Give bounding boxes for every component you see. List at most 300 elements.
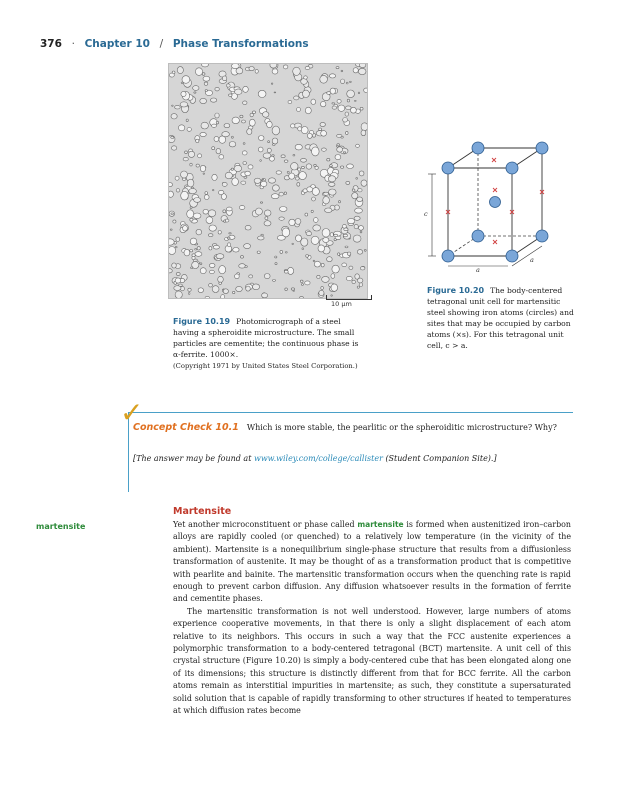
cementite-particle xyxy=(176,273,180,276)
cementite-particle xyxy=(249,67,254,71)
cementite-particle xyxy=(360,267,365,270)
cementite-particle xyxy=(342,263,347,267)
cementite-particle xyxy=(364,88,367,92)
cementite-particle xyxy=(328,182,335,186)
cementite-particle xyxy=(348,218,355,223)
cementite-particle xyxy=(222,182,227,186)
cementite-particle xyxy=(196,229,202,235)
cementite-particle xyxy=(347,252,350,255)
cementite-particle xyxy=(188,151,194,157)
cementite-particle xyxy=(187,210,194,218)
cementite-particle xyxy=(180,102,188,107)
cementite-particle xyxy=(324,192,329,195)
cementite-particle xyxy=(222,132,230,137)
cementite-particle xyxy=(235,274,240,279)
cementite-particle xyxy=(300,158,306,162)
cementite-particle xyxy=(232,117,239,124)
cementite-particle xyxy=(306,255,309,258)
cementite-particle xyxy=(240,115,243,118)
cementite-particle xyxy=(181,171,188,178)
cementite-particle xyxy=(218,231,221,235)
cementite-particle xyxy=(337,147,343,152)
cementite-particle xyxy=(280,250,283,253)
cementite-particle xyxy=(203,173,205,174)
cementite-particle xyxy=(190,218,193,221)
cementite-particle xyxy=(171,136,174,138)
cementite-particle xyxy=(347,99,349,102)
cementite-particle xyxy=(356,144,360,147)
cementite-particle xyxy=(354,100,356,101)
cementite-particle xyxy=(353,235,361,242)
cementite-particle xyxy=(275,263,277,265)
cementite-particle xyxy=(187,179,194,187)
cementite-particle xyxy=(297,108,301,112)
answer-suffix: (Student Companion Site).] xyxy=(385,454,497,463)
cementite-particle xyxy=(219,155,224,159)
cementite-particle xyxy=(350,81,352,82)
cementite-particle xyxy=(287,171,289,173)
cementite-particle xyxy=(279,207,287,212)
cementite-particle xyxy=(331,274,335,279)
cementite-particle xyxy=(198,154,202,158)
cementite-particle xyxy=(226,84,230,87)
cementite-particle xyxy=(184,249,190,256)
cementite-particle xyxy=(169,73,174,77)
cementite-particle xyxy=(241,256,244,259)
cementite-particle xyxy=(231,64,239,69)
cementite-particle xyxy=(254,178,261,183)
figure-10-19-text: Photomicrograph of a steel having a spheroidite microstructure. The small particles are cementite; the continuous phase is α-ferrite. 1000×. xyxy=(173,317,359,359)
cementite-particle xyxy=(300,280,303,282)
cementite-particle xyxy=(248,165,253,169)
cementite-particle xyxy=(192,254,195,257)
cementite-particle xyxy=(194,92,196,93)
cementite-particle xyxy=(303,189,307,193)
cementite-particle xyxy=(214,136,219,141)
cementite-particle xyxy=(270,64,277,68)
concept-check-title: Concept Check 10.1 xyxy=(133,422,239,433)
cementite-particle xyxy=(345,246,348,248)
paragraph-1: Yet another microconstituent or phase called martensite is formed when austenitized iron–carbon alloys are rapidly cooled (or quenched) to a relatively low temperature (in the vicinity of the ambient). Martensite is a nonequilibrium single-phase structure that results from a diffusionless transformation of austenite. It may be thought of as a transformation product that is competitive with pearlite and bainite. The martensitic transformation occurs when the quenching rate is rapid enough to prevent carbon diffusion. Any diffusion whatsoever results in the formation of ferrite and cementite phases. xyxy=(173,520,572,604)
figure-10-19-label: Figure 10.19 xyxy=(173,317,231,326)
cementite-particle xyxy=(172,263,177,268)
cementite-particle xyxy=(183,225,188,231)
cementite-particle xyxy=(305,281,310,285)
cementite-particle xyxy=(334,239,336,241)
cementite-particle xyxy=(289,173,295,179)
cementite-particle xyxy=(203,76,210,81)
cementite-particle xyxy=(243,143,245,145)
cementite-particle xyxy=(349,266,353,269)
cementite-particle xyxy=(175,176,179,180)
page-number: 376 xyxy=(40,38,62,50)
cementite-particle xyxy=(347,164,354,169)
cementite-particle xyxy=(327,257,333,262)
cementite-particle xyxy=(255,208,262,215)
cementite-particle xyxy=(314,164,317,166)
cementite-particle xyxy=(351,107,357,113)
cementite-particle xyxy=(298,168,301,171)
cementite-particle xyxy=(169,269,172,273)
axis-a2-label: a xyxy=(530,256,534,264)
cementite-particle xyxy=(353,68,358,73)
cementite-particle xyxy=(195,248,197,250)
cementite-particle xyxy=(193,213,201,219)
cementite-particle xyxy=(175,105,181,109)
chapter-label: Chapter 10 xyxy=(84,38,150,50)
cementite-particle xyxy=(190,238,197,245)
concept-check-answer xyxy=(133,454,571,463)
cementite-particle xyxy=(195,68,202,76)
cementite-particle xyxy=(223,289,228,294)
cementite-particle xyxy=(295,177,299,180)
cementite-particle xyxy=(314,218,319,223)
cementite-particle xyxy=(301,238,308,246)
cementite-particle xyxy=(171,213,174,215)
cementite-particle xyxy=(190,163,192,166)
cementite-particle xyxy=(176,237,180,241)
cementite-particle xyxy=(322,276,330,282)
cementite-particle xyxy=(265,217,268,220)
key-term-martensite: martensite xyxy=(357,520,404,529)
iron-atoms xyxy=(442,142,548,262)
cementite-particle xyxy=(268,178,275,183)
cementite-particle xyxy=(194,198,201,203)
cementite-particle xyxy=(347,90,355,98)
cementite-particle xyxy=(332,265,339,273)
cementite-particle xyxy=(337,144,340,146)
cementite-particle xyxy=(219,282,222,284)
cementite-particle xyxy=(329,189,337,195)
cementite-particle xyxy=(346,276,352,280)
cementite-particle xyxy=(284,270,288,273)
cementite-particle xyxy=(216,254,224,259)
cementite-particle xyxy=(267,148,271,152)
cementite-particle xyxy=(321,287,324,290)
cementite-particle xyxy=(328,176,335,182)
cementite-particle xyxy=(359,171,364,176)
cementite-particle xyxy=(209,263,215,267)
cementite-particle xyxy=(200,165,205,171)
cementite-particle xyxy=(196,164,199,167)
cementite-particle xyxy=(293,154,295,156)
cementite-particle xyxy=(340,166,343,168)
micrograph-particles xyxy=(169,64,367,298)
cementite-particle xyxy=(196,139,199,142)
cementite-particle xyxy=(172,105,174,106)
cementite-particle xyxy=(174,286,181,291)
cementite-particle xyxy=(204,195,209,200)
cementite-particle xyxy=(189,188,197,193)
cementite-particle xyxy=(246,286,251,291)
cementite-particle xyxy=(243,86,249,92)
cementite-particle xyxy=(305,66,310,69)
cementite-particle xyxy=(210,98,216,102)
cementite-particle xyxy=(204,82,208,85)
cementite-particle xyxy=(295,219,301,225)
cementite-particle xyxy=(346,131,349,134)
figure-10-19-caption xyxy=(173,316,365,372)
cementite-particle xyxy=(173,220,176,223)
cementite-particle xyxy=(263,153,271,158)
cementite-particle xyxy=(190,250,193,252)
cementite-particle xyxy=(285,288,288,291)
cementite-particle xyxy=(289,219,295,225)
cementite-particle xyxy=(170,229,172,230)
cementite-particle xyxy=(273,144,276,146)
cementite-particle xyxy=(341,136,343,138)
cementite-particle xyxy=(302,248,304,250)
cementite-particle xyxy=(319,290,324,295)
cementite-particle xyxy=(322,229,330,238)
cementite-particle xyxy=(272,69,278,74)
cementite-particle xyxy=(212,124,217,127)
cementite-particle xyxy=(358,68,366,74)
cementite-particle xyxy=(361,180,367,186)
cementite-particle xyxy=(258,136,264,141)
cementite-particle xyxy=(190,207,192,209)
cementite-particle xyxy=(320,75,328,83)
cementite-particle xyxy=(346,181,350,184)
cementite-particle xyxy=(205,296,209,298)
cementite-particle xyxy=(205,90,207,92)
cementite-particle xyxy=(314,261,320,267)
cementite-particle xyxy=(227,237,230,239)
cementite-particle xyxy=(301,166,304,168)
cementite-particle xyxy=(229,233,231,234)
cementite-particle xyxy=(288,267,294,274)
cementite-particle xyxy=(245,171,251,176)
cementite-particle xyxy=(358,92,360,94)
cementite-particle xyxy=(263,112,269,118)
cementite-particle xyxy=(181,91,186,96)
cementite-particle xyxy=(304,76,308,79)
paragraph-2: The martensitic transformation is not well understood. However, large numbers of atoms experience cooperative movements, in that there is only a slight displacement of each atom relative to its neighbors. This occurs in such a way that the FCC austenite experiences a polymorphic transformation to a body-centered tetragonal (BCT) martensite. A unit cell of this crystal structure (Figure 10.20) is simply a body-centered cube that has been elongated along one of its dimensions; this structure is distinctly different from that for BCC ferrite. All the carbon atoms remain as interstitial impurities in martensite; as such, they constitute a supersaturated solid solution that is capable of rapidly transforming to other structures if heated to temperatures at which diffusion rates become xyxy=(173,606,571,716)
cementite-particle xyxy=(335,155,341,160)
answer-link[interactable]: www.wiley.com/college/callister xyxy=(253,454,383,463)
cementite-particle xyxy=(247,129,252,135)
cementite-particle xyxy=(311,99,316,104)
cementite-particle xyxy=(291,124,295,128)
cementite-particle xyxy=(283,65,288,69)
cementite-particle xyxy=(191,267,193,269)
cementite-particle xyxy=(331,284,338,291)
cementite-particle xyxy=(272,138,278,144)
cementite-particle xyxy=(360,107,363,110)
cementite-particle xyxy=(306,164,312,169)
cementite-particle xyxy=(274,92,276,93)
cementite-particle xyxy=(212,286,219,293)
cementite-particle xyxy=(177,67,183,74)
cementite-particle xyxy=(359,283,362,287)
cementite-particle xyxy=(242,151,247,155)
cementite-particle xyxy=(169,239,174,245)
cementite-particle xyxy=(260,160,262,162)
cementite-particle xyxy=(183,157,188,161)
axis-a1-label: a xyxy=(476,266,480,274)
checkmark-icon: ✓ xyxy=(120,396,144,429)
spheroidite-micrograph xyxy=(168,63,368,299)
cementite-particle xyxy=(203,209,208,214)
cementite-particle xyxy=(268,141,270,143)
cementite-particle xyxy=(235,89,242,95)
cementite-particle xyxy=(345,112,349,116)
cementite-particle xyxy=(307,133,312,138)
cementite-particle xyxy=(337,99,341,103)
cementite-particle xyxy=(301,127,308,134)
cementite-particle xyxy=(209,270,214,273)
cementite-particle xyxy=(245,225,251,230)
cementite-particle xyxy=(327,92,331,95)
cementite-particle xyxy=(255,69,258,73)
cementite-particle xyxy=(257,251,260,253)
cementite-particle xyxy=(282,228,290,237)
cementite-particle xyxy=(318,245,325,252)
cementite-particle xyxy=(212,147,215,150)
cementite-particle xyxy=(197,247,200,250)
cementite-particle xyxy=(273,280,276,282)
cementite-particle xyxy=(291,288,294,290)
cementite-particle xyxy=(200,98,207,103)
cementite-particle xyxy=(232,136,234,138)
cementite-particle xyxy=(305,213,308,216)
cementite-particle xyxy=(355,274,360,279)
cementite-particle xyxy=(325,208,332,213)
cementite-particle xyxy=(284,192,286,195)
cementite-particle xyxy=(169,247,176,255)
cementite-particle xyxy=(279,192,283,196)
cementite-particle xyxy=(297,183,300,187)
cementite-particle xyxy=(233,291,235,293)
cementite-particle xyxy=(359,64,366,68)
cementite-particle xyxy=(321,101,326,106)
margin-glossary-term: martensite xyxy=(36,522,86,531)
cementite-particle xyxy=(322,148,327,151)
cementite-particle xyxy=(321,131,327,137)
cementite-particle xyxy=(300,297,304,298)
cementite-particle xyxy=(354,216,360,220)
cementite-particle xyxy=(336,67,339,69)
cementite-particle xyxy=(329,165,332,167)
cementite-particle xyxy=(227,207,233,211)
cementite-particle xyxy=(279,217,284,220)
cementite-particle xyxy=(224,220,226,222)
cementite-particle xyxy=(245,266,247,268)
cementite-particle xyxy=(272,126,280,135)
cementite-particle xyxy=(187,128,191,132)
cementite-particle xyxy=(327,158,330,161)
cementite-particle xyxy=(249,119,255,126)
header-slash: / xyxy=(159,38,164,50)
cementite-particle xyxy=(242,120,246,123)
cementite-particle xyxy=(332,106,337,109)
cementite-particle xyxy=(293,67,301,75)
concept-check-rule-top xyxy=(128,412,573,413)
cementite-particle xyxy=(298,127,302,131)
cementite-particle xyxy=(186,119,188,122)
cementite-particle xyxy=(208,234,213,237)
cementite-particle xyxy=(253,111,256,114)
cementite-particle xyxy=(215,87,219,91)
figure-10-20-caption xyxy=(427,285,577,351)
cementite-particle xyxy=(206,217,213,224)
cementite-particle xyxy=(319,128,322,131)
cementite-particle xyxy=(288,100,292,103)
cementite-particle xyxy=(175,278,181,283)
cementite-particle xyxy=(292,243,294,244)
cementite-particle xyxy=(178,125,184,131)
cementite-particle xyxy=(229,94,233,96)
cementite-particle xyxy=(241,181,246,184)
cementite-particle xyxy=(188,288,191,291)
cementite-particle xyxy=(200,263,202,265)
cementite-particle xyxy=(312,188,319,196)
figure-10-20-text: The body-centered tetragonal unit cell for martensitic steel showing iron atoms (circles) and sites that may be occupied by carbon atoms (×s). For this tetragonal unit cell, c > a. xyxy=(427,286,574,350)
cementite-particle xyxy=(341,70,343,72)
cementite-particle xyxy=(343,234,347,237)
cementite-particle xyxy=(250,113,253,117)
cementite-particle xyxy=(291,163,298,170)
figure-10-19-copyright: (Copyright 1971 by United States Steel Corporation.) xyxy=(173,362,358,370)
cementite-particle xyxy=(264,221,271,226)
cementite-particle xyxy=(231,168,233,170)
cementite-particle xyxy=(271,83,273,84)
cementite-particle xyxy=(215,113,219,118)
cementite-particle xyxy=(338,105,345,111)
cementite-particle xyxy=(262,179,264,180)
body-text xyxy=(173,519,571,718)
cementite-particle xyxy=(209,247,212,250)
cementite-particle xyxy=(229,142,236,147)
cementite-particle xyxy=(209,225,216,231)
cementite-particle xyxy=(329,74,335,78)
cementite-particle xyxy=(296,235,302,242)
cementite-particle xyxy=(343,224,347,228)
cementite-particle xyxy=(223,210,226,213)
cementite-particle xyxy=(339,201,341,203)
axis-c-label: c xyxy=(424,210,428,218)
cementite-particle xyxy=(302,90,309,97)
answer-prefix: [The answer may be found at xyxy=(133,454,252,463)
cementite-particle xyxy=(312,197,316,201)
cementite-particle xyxy=(357,286,359,288)
cementite-particle xyxy=(221,295,225,298)
cementite-particle xyxy=(346,106,352,110)
cementite-particle xyxy=(213,245,219,249)
cementite-particle xyxy=(193,86,199,91)
cementite-particle xyxy=(236,286,243,291)
cementite-particle xyxy=(198,288,203,293)
cementite-particle xyxy=(239,206,245,210)
cementite-particle xyxy=(201,122,208,129)
section-heading: Martensite xyxy=(173,506,232,517)
cementite-particle xyxy=(233,248,239,253)
cementite-particle xyxy=(307,187,313,192)
cementite-particle xyxy=(212,189,214,190)
cementite-particle xyxy=(332,103,335,105)
cementite-particle xyxy=(243,101,247,105)
bct-unit-cell-diagram xyxy=(412,136,562,276)
cementite-particle xyxy=(301,284,303,286)
cementite-particle xyxy=(313,260,315,261)
cementite-particle xyxy=(224,124,230,128)
figure-10-20-label: Figure 10.20 xyxy=(427,286,485,295)
cementite-particle xyxy=(243,162,247,165)
scale-bar-label: 10 μm xyxy=(331,300,352,308)
cementite-particle xyxy=(267,121,273,127)
running-header xyxy=(40,38,309,50)
cementite-particle xyxy=(169,183,173,187)
